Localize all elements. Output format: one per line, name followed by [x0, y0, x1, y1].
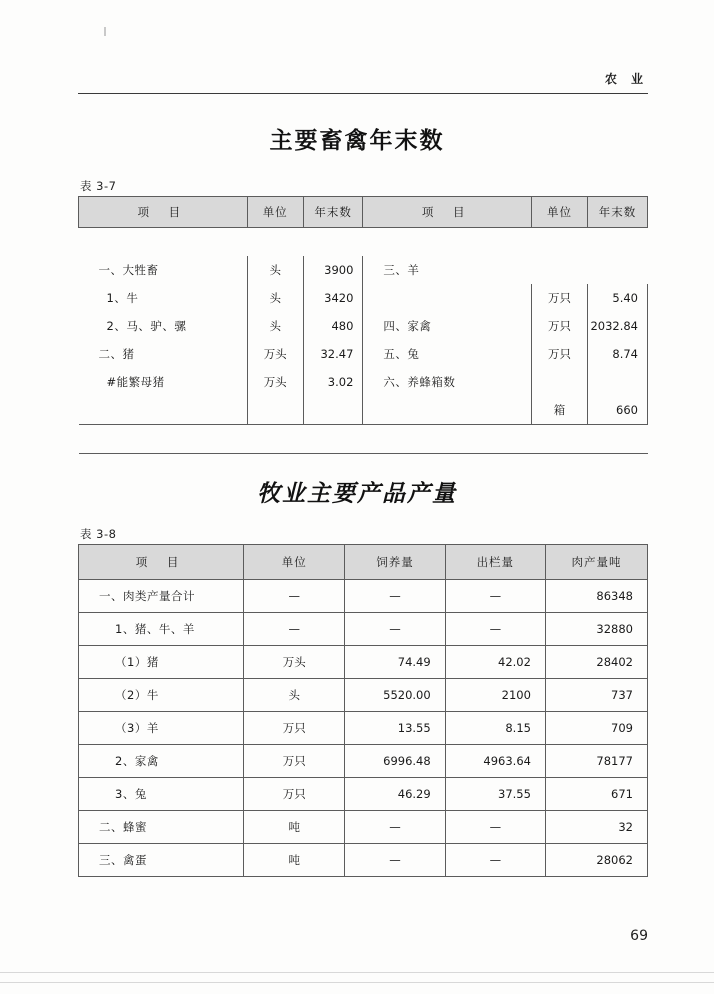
table-row — [79, 368, 648, 396]
row-value: 8.74 — [588, 340, 648, 368]
table-row — [79, 646, 648, 679]
table-row — [79, 844, 648, 877]
row-unit: — — [244, 613, 345, 646]
row-slaughter: — — [445, 580, 545, 613]
table-row — [79, 778, 648, 811]
header-unit-left: 单位 — [247, 197, 303, 228]
row-feeding: — — [345, 613, 445, 646]
table-row — [79, 679, 648, 712]
row-item: 一、肉类产量合计 — [79, 580, 244, 613]
row-item: 1、猪、牛、羊 — [79, 613, 244, 646]
spacer-cell — [588, 425, 648, 454]
row-slaughter: — — [445, 844, 545, 877]
row-item: 三、禽蛋 — [79, 844, 244, 877]
row-item: 六、养蜂箱数 — [383, 375, 456, 389]
table-3-8-title: 牧业主要产品产量 — [257, 481, 457, 507]
header-value-left: 年末数 — [303, 197, 363, 228]
row-unit: 万头 — [247, 340, 303, 368]
header-item-right: 项 目 — [363, 197, 531, 228]
row-meat: 709 — [545, 712, 647, 745]
row-meat: 28062 — [545, 844, 647, 877]
row-meat: 737 — [545, 679, 647, 712]
table-row — [79, 745, 648, 778]
row-value: 480 — [303, 312, 363, 340]
row-item: #能繁母猪 — [106, 375, 165, 389]
table-3-8 — [78, 544, 648, 877]
row-item: 2、马、驴、骡 — [106, 319, 187, 333]
row-unit: 箱 — [531, 396, 587, 425]
page-edge-line — [0, 982, 714, 983]
row-feeding: 46.29 — [345, 778, 445, 811]
spacer-cell — [247, 425, 303, 454]
row-feeding: 74.49 — [345, 646, 445, 679]
row-item: 2、家禽 — [79, 745, 244, 778]
table-header-row — [79, 197, 648, 228]
spacer-cell — [531, 228, 587, 257]
table-row — [79, 580, 648, 613]
spacer-cell — [588, 228, 648, 257]
row-feeding: 6996.48 — [345, 745, 445, 778]
header-unit: 单位 — [244, 545, 345, 580]
row-unit — [531, 256, 587, 284]
table-row — [79, 396, 648, 425]
row-feeding: — — [345, 811, 445, 844]
header-value-right: 年末数 — [588, 197, 648, 228]
row-meat: 86348 — [545, 580, 647, 613]
row-unit: 万头 — [244, 646, 345, 679]
table-row — [79, 284, 648, 312]
row-unit: 万只 — [531, 312, 587, 340]
table-3-7 — [78, 196, 648, 454]
row-value — [588, 256, 648, 284]
row-unit — [531, 368, 587, 396]
table-row — [79, 312, 648, 340]
row-value — [303, 396, 363, 425]
row-value: 5.40 — [588, 284, 648, 312]
row-meat: 671 — [545, 778, 647, 811]
header-feeding-qty: 饲养量 — [345, 545, 445, 580]
row-value: 3900 — [303, 256, 363, 284]
row-unit: 万只 — [244, 712, 345, 745]
row-item: 二、猪 — [98, 347, 135, 361]
row-item — [79, 396, 248, 425]
row-item: 1、牛 — [106, 291, 139, 305]
row-unit: 万只 — [531, 340, 587, 368]
scan-speck — [104, 27, 106, 36]
table-3-7-title: 主要畜禽年末数 — [269, 128, 445, 154]
row-meat: 32 — [545, 811, 647, 844]
row-item: 三、羊 — [383, 263, 420, 277]
table-row — [79, 613, 648, 646]
spacer-cell — [79, 228, 248, 257]
row-unit: 万只 — [531, 284, 587, 312]
row-slaughter: — — [445, 811, 545, 844]
page-number: 69 — [630, 928, 648, 944]
row-slaughter: 42.02 — [445, 646, 545, 679]
row-feeding: 13.55 — [345, 712, 445, 745]
spacer-cell — [303, 425, 363, 454]
row-slaughter: — — [445, 613, 545, 646]
row-item: 3、兔 — [79, 778, 244, 811]
header-slaughter-qty: 出栏量 — [445, 545, 545, 580]
spacer-cell — [303, 228, 363, 257]
row-item — [363, 396, 531, 425]
header-divider — [78, 93, 648, 94]
row-slaughter: 8.15 — [445, 712, 545, 745]
row-unit: — — [244, 580, 345, 613]
table-row — [79, 425, 648, 454]
row-value: 3.02 — [303, 368, 363, 396]
header-meat-output: 肉产量吨 — [545, 545, 647, 580]
row-item: 四、家禽 — [383, 319, 432, 333]
row-item: （1）猪 — [79, 646, 244, 679]
section-header-label: 农 业 — [604, 72, 648, 86]
row-value: 3420 — [303, 284, 363, 312]
header-item-left: 项 目 — [79, 197, 248, 228]
table-row — [79, 811, 648, 844]
row-value: 2032.84 — [588, 312, 648, 340]
page-edge-line — [0, 972, 714, 973]
table-row — [79, 256, 648, 284]
row-slaughter: 4963.64 — [445, 745, 545, 778]
row-meat: 32880 — [545, 613, 647, 646]
row-unit: 万头 — [247, 368, 303, 396]
row-item: 五、兔 — [383, 347, 420, 361]
row-unit: 头 — [244, 679, 345, 712]
row-unit: 头 — [247, 256, 303, 284]
row-item: （2）牛 — [79, 679, 244, 712]
row-feeding: — — [345, 844, 445, 877]
table-header-row — [79, 545, 648, 580]
row-item: 二、蜂蜜 — [79, 811, 244, 844]
table-row — [79, 712, 648, 745]
row-slaughter: 2100 — [445, 679, 545, 712]
row-value: 32.47 — [303, 340, 363, 368]
spacer-cell — [363, 425, 531, 454]
row-unit: 吨 — [244, 811, 345, 844]
spacer-cell — [79, 425, 248, 454]
row-item: 一、大牲畜 — [98, 263, 159, 277]
spacer-cell — [363, 228, 531, 257]
table-row — [79, 228, 648, 257]
row-meat: 78177 — [545, 745, 647, 778]
row-unit: 万只 — [244, 745, 345, 778]
row-feeding: 5520.00 — [345, 679, 445, 712]
row-item: （3）羊 — [79, 712, 244, 745]
row-slaughter: 37.55 — [445, 778, 545, 811]
table-3-8-number: 表 3-8 — [80, 527, 117, 541]
row-unit: 万只 — [244, 778, 345, 811]
row-feeding: — — [345, 580, 445, 613]
table-3-7-number: 表 3-7 — [80, 179, 117, 193]
row-value: 660 — [588, 396, 648, 425]
row-value — [588, 368, 648, 396]
row-unit — [247, 396, 303, 425]
row-item — [363, 284, 531, 312]
header-item: 项 目 — [79, 545, 244, 580]
row-unit: 头 — [247, 284, 303, 312]
row-meat: 28402 — [545, 646, 647, 679]
header-unit-right: 单位 — [531, 197, 587, 228]
spacer-cell — [247, 228, 303, 257]
spacer-cell — [531, 425, 587, 454]
row-unit: 吨 — [244, 844, 345, 877]
table-row — [79, 340, 648, 368]
row-unit: 头 — [247, 312, 303, 340]
